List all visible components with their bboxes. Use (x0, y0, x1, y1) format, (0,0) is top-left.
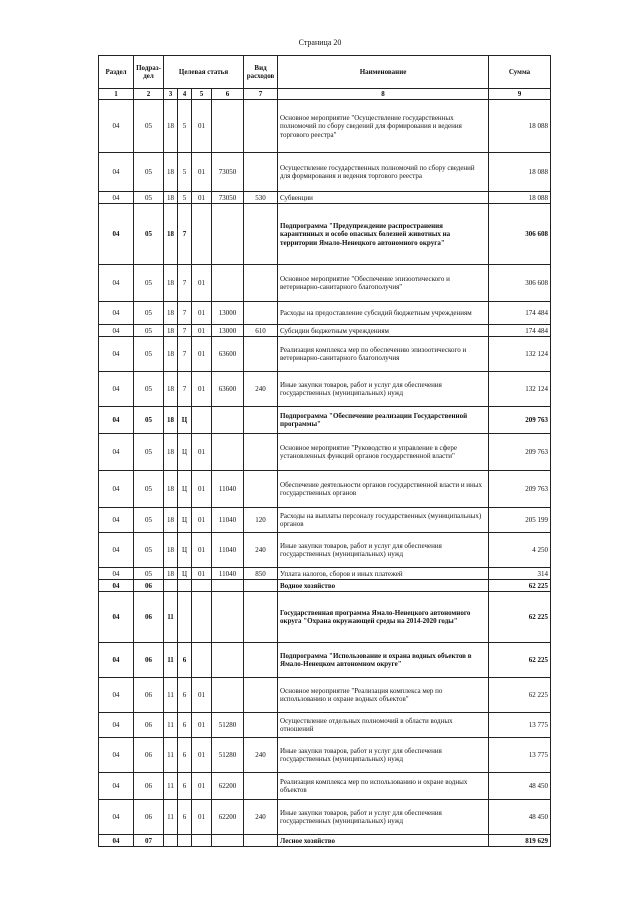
target-subprogram-cell: 5 (178, 100, 192, 153)
target-program-cell: 18 (164, 568, 178, 580)
target-event-cell: 01 (192, 372, 212, 407)
table-row (99, 302, 551, 325)
expense-type-cell (244, 407, 278, 434)
target-direction-cell (212, 580, 244, 592)
target-event-cell (192, 204, 212, 265)
target-direction-cell: 11040 (212, 508, 244, 533)
col-number: 7 (244, 89, 278, 100)
target-direction-cell: 51280 (212, 713, 244, 738)
section-cell: 04 (99, 372, 134, 407)
subsection-cell: 05 (134, 153, 164, 192)
col-number: 1 (99, 89, 134, 100)
section-cell: 04 (99, 580, 134, 592)
col-number: 6 (212, 89, 244, 100)
expense-type-cell (244, 678, 278, 713)
subsection-cell: 05 (134, 265, 164, 302)
expense-type-cell (244, 100, 278, 153)
subsection-cell: 05 (134, 508, 164, 533)
target-program-cell: 18 (164, 325, 178, 337)
target-event-cell: 01 (192, 192, 212, 204)
target-subprogram-cell: Ц (178, 508, 192, 533)
section-cell: 04 (99, 434, 134, 471)
target-event-cell: 01 (192, 738, 212, 773)
target-direction-cell (212, 265, 244, 302)
section-cell: 04 (99, 835, 134, 847)
target-program-cell: 18 (164, 372, 178, 407)
col-number: 9 (489, 89, 551, 100)
subsection-cell: 06 (134, 800, 164, 835)
target-program-cell: 11 (164, 678, 178, 713)
table-row (99, 192, 551, 204)
sum-cell: 13 775 (489, 738, 551, 773)
sum-cell: 62 225 (489, 678, 551, 713)
target-event-cell (192, 835, 212, 847)
section-cell: 04 (99, 407, 134, 434)
sum-cell: 62 225 (489, 643, 551, 678)
name-cell: Основное мероприятие "Руководство и управление в сфере установленных функций органов государственной власти" (278, 434, 489, 471)
header-subsection: Подраз-дел (134, 56, 164, 89)
section-cell: 04 (99, 800, 134, 835)
target-subprogram-cell (178, 835, 192, 847)
target-event-cell: 01 (192, 325, 212, 337)
target-program-cell: 18 (164, 471, 178, 508)
target-event-cell: 01 (192, 508, 212, 533)
target-event-cell: 01 (192, 533, 212, 568)
subsection-cell: 05 (134, 302, 164, 325)
target-event-cell: 01 (192, 434, 212, 471)
subsection-cell: 07 (134, 835, 164, 847)
table-row (99, 678, 551, 713)
sum-cell: 314 (489, 568, 551, 580)
expense-type-cell: 240 (244, 800, 278, 835)
expense-type-cell: 850 (244, 568, 278, 580)
target-subprogram-cell: Ц (178, 568, 192, 580)
name-cell: Иные закупки товаров, работ и услуг для обеспечения государственных (муниципальных) нужд (278, 738, 489, 773)
sum-cell: 209 763 (489, 434, 551, 471)
col-number: 4 (178, 89, 192, 100)
name-cell: Лесное хозяйство (278, 835, 489, 847)
target-event-cell: 01 (192, 265, 212, 302)
col-number: 3 (164, 89, 178, 100)
sum-cell: 4 250 (489, 533, 551, 568)
section-cell: 04 (99, 643, 134, 678)
subsection-cell: 05 (134, 471, 164, 508)
table-row (99, 738, 551, 773)
section-cell: 04 (99, 302, 134, 325)
target-direction-cell: 62200 (212, 773, 244, 800)
subsection-cell: 06 (134, 580, 164, 592)
sum-cell: 306 608 (489, 265, 551, 302)
target-event-cell (192, 643, 212, 678)
name-cell: Осуществление отдельных полномочий в области водных отношений (278, 713, 489, 738)
target-program-cell: 11 (164, 643, 178, 678)
expense-type-cell (244, 153, 278, 192)
target-subprogram-cell: 6 (178, 643, 192, 678)
section-cell: 04 (99, 773, 134, 800)
target-direction-cell: 51280 (212, 738, 244, 773)
expense-type-cell (244, 713, 278, 738)
target-subprogram-cell (178, 592, 192, 643)
table-row (99, 533, 551, 568)
name-cell: Расходы на выплаты персоналу государственных (муниципальных) органов (278, 508, 489, 533)
table-row (99, 337, 551, 372)
target-subprogram-cell: 6 (178, 800, 192, 835)
target-subprogram-cell: Ц (178, 471, 192, 508)
subsection-cell: 05 (134, 533, 164, 568)
expense-type-cell (244, 835, 278, 847)
expense-type-cell: 240 (244, 372, 278, 407)
subsection-cell: 06 (134, 738, 164, 773)
target-direction-cell (212, 592, 244, 643)
section-cell: 04 (99, 533, 134, 568)
subsection-cell: 05 (134, 407, 164, 434)
name-cell: Основное мероприятие "Осуществление государственных полномочий по сбору сведений для формирования и ведения торгового реестра" (278, 100, 489, 153)
subsection-cell: 06 (134, 678, 164, 713)
subsection-cell: 05 (134, 204, 164, 265)
target-subprogram-cell: Ц (178, 434, 192, 471)
sum-cell: 62 225 (489, 580, 551, 592)
target-subprogram-cell: Ц (178, 533, 192, 568)
subsection-cell: 06 (134, 773, 164, 800)
table-row (99, 407, 551, 434)
target-program-cell: 18 (164, 153, 178, 192)
target-program-cell: 18 (164, 265, 178, 302)
expense-type-cell: 240 (244, 738, 278, 773)
name-cell: Иные закупки товаров, работ и услуг для обеспечения государственных (муниципальных) нужд (278, 533, 489, 568)
subsection-cell: 05 (134, 568, 164, 580)
target-direction-cell: 13000 (212, 302, 244, 325)
sum-cell: 18 088 (489, 100, 551, 153)
expense-type-cell (244, 471, 278, 508)
subsection-cell: 05 (134, 372, 164, 407)
subsection-cell: 05 (134, 100, 164, 153)
name-cell: Подпрограмма "Обеспечение реализации Государственной программы" (278, 407, 489, 434)
target-subprogram-cell: 7 (178, 265, 192, 302)
target-program-cell: 11 (164, 738, 178, 773)
target-subprogram-cell: 6 (178, 678, 192, 713)
target-program-cell: 18 (164, 100, 178, 153)
expense-type-cell (244, 592, 278, 643)
target-subprogram-cell: 6 (178, 713, 192, 738)
table-row (99, 204, 551, 265)
target-event-cell: 01 (192, 678, 212, 713)
target-direction-cell (212, 100, 244, 153)
name-cell: Осуществление государственных полномочий по сбору сведений для формирования и ведения торгового реестра (278, 153, 489, 192)
expense-type-cell (244, 337, 278, 372)
column-numbers-row (99, 89, 551, 100)
expense-type-cell: 240 (244, 533, 278, 568)
header-target: Целевая статья (164, 56, 244, 89)
table-row (99, 568, 551, 580)
table-row (99, 508, 551, 533)
table-row (99, 713, 551, 738)
sum-cell: 174 484 (489, 325, 551, 337)
subsection-cell: 05 (134, 434, 164, 471)
target-direction-cell: 62200 (212, 800, 244, 835)
expense-type-cell (244, 434, 278, 471)
target-event-cell: 01 (192, 100, 212, 153)
name-cell: Субвенции (278, 192, 489, 204)
target-program-cell: 18 (164, 302, 178, 325)
target-direction-cell: 11040 (212, 568, 244, 580)
table-row (99, 580, 551, 592)
sum-cell: 306 608 (489, 204, 551, 265)
subsection-cell: 05 (134, 337, 164, 372)
name-cell: Основное мероприятие "Реализация комплекса мер по использованию и охране водных объектов" (278, 678, 489, 713)
target-direction-cell (212, 204, 244, 265)
name-cell: Водное хозяйство (278, 580, 489, 592)
name-cell: Реализация комплекса мер по обеспечению эпизоотического и ветеринарно-санитарного благополучия (278, 337, 489, 372)
sum-cell: 48 450 (489, 773, 551, 800)
section-cell: 04 (99, 713, 134, 738)
target-program-cell: 18 (164, 407, 178, 434)
expense-type-cell (244, 204, 278, 265)
subsection-cell: 06 (134, 592, 164, 643)
sum-cell: 48 450 (489, 800, 551, 835)
sum-cell: 18 088 (489, 153, 551, 192)
table-row (99, 592, 551, 643)
target-event-cell (192, 580, 212, 592)
target-program-cell: 18 (164, 337, 178, 372)
table-row (99, 835, 551, 847)
sum-cell: 62 225 (489, 592, 551, 643)
expense-type-cell (244, 773, 278, 800)
target-subprogram-cell: 5 (178, 153, 192, 192)
table-row (99, 643, 551, 678)
target-event-cell: 01 (192, 568, 212, 580)
target-subprogram-cell (178, 580, 192, 592)
page-number: Страница 20 (298, 38, 342, 47)
target-event-cell: 01 (192, 153, 212, 192)
section-cell: 04 (99, 100, 134, 153)
name-cell: Государственная программа Ямало-Ненецкого автономного округа "Охрана окружающей среды на 2014-2020 годы" (278, 592, 489, 643)
name-cell: Уплата налогов, сборов и иных платежей (278, 568, 489, 580)
target-event-cell: 01 (192, 302, 212, 325)
name-cell: Подпрограмма "Использование и охрана водных объектов в Ямало-Ненецком автономном округе" (278, 643, 489, 678)
col-number: 8 (278, 89, 489, 100)
table-row (99, 434, 551, 471)
section-cell: 04 (99, 204, 134, 265)
expense-type-cell: 610 (244, 325, 278, 337)
sum-cell: 209 763 (489, 407, 551, 434)
sum-cell: 209 763 (489, 471, 551, 508)
name-cell: Обеспечение деятельности органов государственной власти и иных государственных органов (278, 471, 489, 508)
target-event-cell: 01 (192, 713, 212, 738)
subsection-cell: 05 (134, 192, 164, 204)
target-direction-cell: 13000 (212, 325, 244, 337)
target-direction-cell: 11040 (212, 533, 244, 568)
table-row (99, 265, 551, 302)
target-event-cell: 01 (192, 773, 212, 800)
table-row (99, 100, 551, 153)
target-subprogram-cell: 7 (178, 204, 192, 265)
sum-cell: 174 484 (489, 302, 551, 325)
name-cell: Субсидии бюджетным учреждениям (278, 325, 489, 337)
target-direction-cell: 63600 (212, 337, 244, 372)
expense-type-cell (244, 302, 278, 325)
target-program-cell: 18 (164, 533, 178, 568)
expense-type-cell (244, 265, 278, 302)
table-row (99, 773, 551, 800)
section-cell: 04 (99, 508, 134, 533)
section-cell: 04 (99, 153, 134, 192)
section-cell: 04 (99, 192, 134, 204)
section-cell: 04 (99, 337, 134, 372)
name-cell: Реализация комплекса мер по использованию и охране водных объектов (278, 773, 489, 800)
header-expense-type: Вид расходов (244, 56, 278, 89)
name-cell: Подпрограмма "Предупреждение распространения карантинных и особо опасных болезней животных на территории Ямало-Ненецкого автономного округа" (278, 204, 489, 265)
sum-cell: 132 124 (489, 372, 551, 407)
target-direction-cell: 73050 (212, 192, 244, 204)
target-event-cell: 01 (192, 471, 212, 508)
target-direction-cell (212, 835, 244, 847)
target-subprogram-cell: 7 (178, 337, 192, 372)
section-cell: 04 (99, 265, 134, 302)
section-cell: 04 (99, 325, 134, 337)
table-row (99, 372, 551, 407)
name-cell: Иные закупки товаров, работ и услуг для обеспечения государственных (муниципальных) нужд (278, 800, 489, 835)
expense-type-cell (244, 580, 278, 592)
header-sum: Сумма (489, 56, 551, 89)
table-row (99, 325, 551, 337)
header-section: Раздел (99, 56, 134, 89)
sum-cell: 819 629 (489, 835, 551, 847)
section-cell: 04 (99, 678, 134, 713)
section-cell: 04 (99, 568, 134, 580)
target-subprogram-cell: 6 (178, 773, 192, 800)
table-row (99, 800, 551, 835)
sum-cell: 18 088 (489, 192, 551, 204)
sum-cell: 132 124 (489, 337, 551, 372)
target-program-cell: 11 (164, 800, 178, 835)
target-subprogram-cell: 7 (178, 325, 192, 337)
name-cell: Расходы на предоставление субсидий бюджетным учреждениям (278, 302, 489, 325)
sum-cell: 13 775 (489, 713, 551, 738)
target-direction-cell (212, 678, 244, 713)
col-number: 5 (192, 89, 212, 100)
subsection-cell: 06 (134, 643, 164, 678)
budget-table (98, 55, 551, 847)
subsection-cell: 05 (134, 325, 164, 337)
target-event-cell (192, 407, 212, 434)
target-subprogram-cell: 5 (178, 192, 192, 204)
target-direction-cell: 63600 (212, 372, 244, 407)
target-program-cell: 18 (164, 508, 178, 533)
target-event-cell: 01 (192, 337, 212, 372)
header-name: Наименование (278, 56, 489, 89)
col-number: 2 (134, 89, 164, 100)
name-cell: Основное мероприятие "Обеспечение эпизоотического и ветеринарно-санитарного благополучия" (278, 265, 489, 302)
section-cell: 04 (99, 738, 134, 773)
name-cell: Иные закупки товаров, работ и услуг для обеспечения государственных (муниципальных) нужд (278, 372, 489, 407)
target-direction-cell (212, 643, 244, 678)
expense-type-cell: 120 (244, 508, 278, 533)
target-program-cell: 18 (164, 434, 178, 471)
table-row (99, 471, 551, 508)
target-program-cell: 18 (164, 204, 178, 265)
target-direction-cell: 11040 (212, 471, 244, 508)
target-subprogram-cell: 7 (178, 302, 192, 325)
target-direction-cell (212, 407, 244, 434)
target-subprogram-cell: Ц (178, 407, 192, 434)
target-program-cell (164, 835, 178, 847)
target-program-cell: 11 (164, 713, 178, 738)
target-direction-cell: 73050 (212, 153, 244, 192)
target-event-cell: 01 (192, 800, 212, 835)
target-program-cell (164, 580, 178, 592)
subsection-cell: 06 (134, 713, 164, 738)
target-direction-cell (212, 434, 244, 471)
sum-cell: 205 199 (489, 508, 551, 533)
target-program-cell: 18 (164, 192, 178, 204)
target-program-cell: 11 (164, 592, 178, 643)
target-program-cell: 11 (164, 773, 178, 800)
table-row (99, 153, 551, 192)
target-subprogram-cell: 7 (178, 372, 192, 407)
section-cell: 04 (99, 592, 134, 643)
target-subprogram-cell: 6 (178, 738, 192, 773)
expense-type-cell (244, 643, 278, 678)
target-event-cell (192, 592, 212, 643)
expense-type-cell: 530 (244, 192, 278, 204)
section-cell: 04 (99, 471, 134, 508)
